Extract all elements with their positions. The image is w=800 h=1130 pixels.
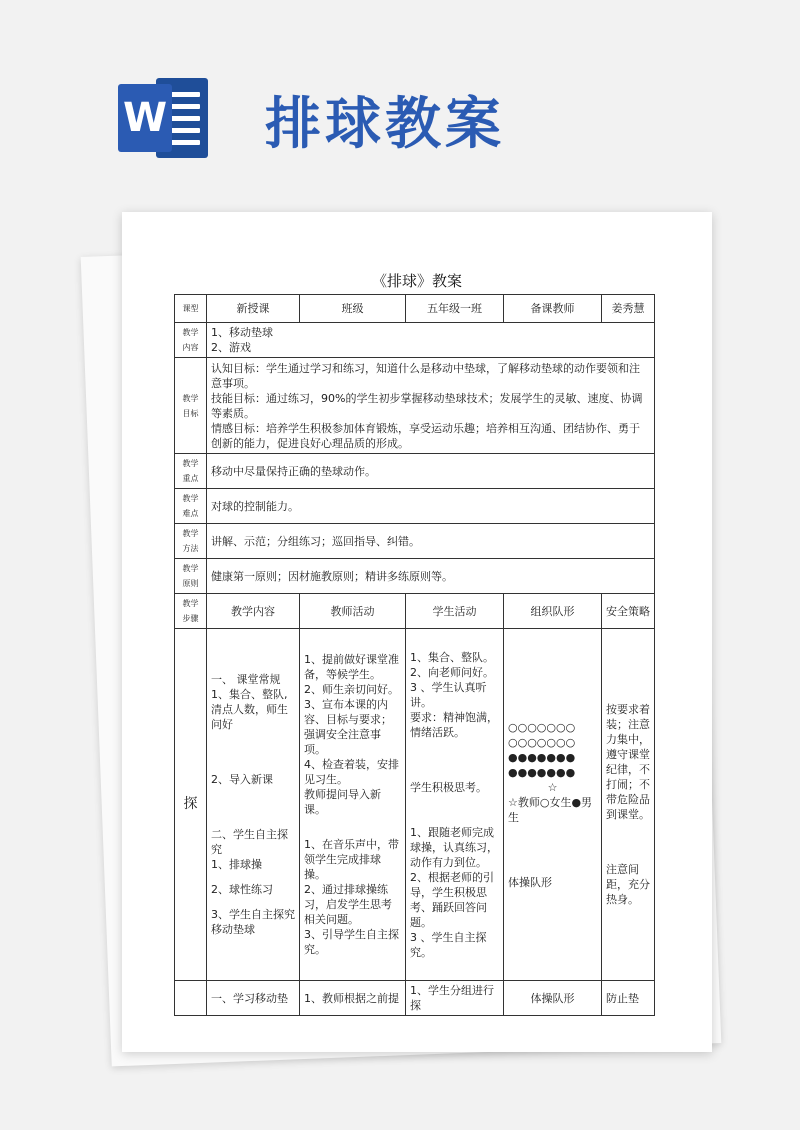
difficulty-row	[175, 489, 655, 524]
course-type-value: 新授课	[207, 295, 300, 323]
steps-body-row	[175, 629, 655, 981]
student-activity: 1、跟随老师完成球操，认真练习，动作有力到位。	[410, 825, 498, 869]
formation-row-boys: ●●●●●●●	[508, 765, 576, 779]
content-cell	[207, 323, 655, 358]
student-activity: 要求：精神饱满，情绪活跃。	[410, 710, 498, 739]
formation-row-boys: ●●●●●●●	[508, 750, 576, 764]
student-activity: 2、根据老师的引导，学生积极思考、踊跃回答问题。	[410, 870, 494, 929]
empty-stage-cell	[175, 981, 207, 1016]
label-content: 教学内容	[175, 323, 207, 358]
step-content-item: 2、导入新课	[211, 773, 273, 786]
col-header-content: 教学内容	[207, 594, 300, 629]
lesson-plan-table	[174, 294, 655, 1016]
steps-safety-cell	[602, 629, 655, 981]
student-activity: 1、集合、整队。	[410, 650, 494, 664]
teacher-activity: 2、通过排球操练习，启发学生思考相关问题。	[304, 883, 392, 926]
class-label: 班级	[300, 295, 406, 323]
label-course-type: 课型	[175, 295, 207, 323]
col-header-formation: 组织队形	[504, 594, 602, 629]
safety-note: 注意间距，充分热身。	[606, 863, 650, 906]
steps-header-row	[175, 594, 655, 629]
label-steps: 教学步骤	[175, 594, 207, 629]
step-content-item: 3、学生自主探究移动垫球	[211, 908, 295, 936]
goal-cognitive: 认知目标：学生通过学习和练习，知道什么是移动中垫球，了解移动垫球的动作要领和注意事项。	[211, 361, 640, 390]
step-content-item: 二、学生自主探究	[211, 828, 288, 856]
label-key-point: 教学重点	[175, 454, 207, 489]
last-row-teacher: 1、教师根据之前提	[300, 981, 406, 1016]
key-point-text: 移动中尽量保持正确的垫球动作。	[207, 454, 655, 489]
principle-row	[175, 559, 655, 594]
banner-title: 排球教案	[265, 92, 505, 157]
formation-legend: ☆教师○女生●男生	[508, 795, 593, 824]
step-content-item: 1、排球操	[211, 858, 262, 871]
teacher-activity: 教师提问导入新课。	[304, 788, 381, 816]
teacher-activity: 4、检查着装，安排见习生。	[304, 758, 399, 786]
method-text: 讲解、示范；分组练习；巡回指导、纠错。	[207, 524, 655, 559]
content-line: 2、游戏	[211, 341, 251, 354]
principle-text: 健康第一原则；因材施教原则；精讲多练原则等。	[207, 559, 655, 594]
steps-formation-cell	[504, 629, 602, 981]
formation-row-girls: ○○○○○○○	[508, 735, 576, 749]
steps-last-row	[175, 981, 655, 1016]
last-row-safety: 防止垫	[602, 981, 655, 1016]
content-row	[175, 323, 655, 358]
last-row-formation: 体操队形	[504, 981, 602, 1016]
label-method: 教学方法	[175, 524, 207, 559]
safety-note: 按要求着装；注意力集中，遵守课堂纪律，不打闹；不带危险品到课堂。	[606, 703, 650, 821]
header-row	[175, 295, 655, 323]
word-logo-letter: W	[118, 84, 172, 152]
steps-content-cell	[207, 629, 300, 981]
label-goals: 教学目标	[175, 358, 207, 454]
teacher-activity: 1、在音乐声中，带领学生完成排球操。	[304, 838, 399, 881]
formation-row-girls: ○○○○○○○	[508, 720, 576, 734]
class-value: 五年级一班	[406, 295, 504, 323]
teacher-label: 备课教师	[504, 295, 602, 323]
col-header-safety: 安全策略	[602, 594, 655, 629]
teacher-activity: 1、提前做好课堂准备，等候学生。	[304, 653, 399, 681]
step-content-item: 2、球性练习	[211, 883, 273, 896]
steps-student-cell	[406, 629, 504, 981]
teacher-activity: 3、宣布本课的内容、目标与要求；强调安全注意事项。	[304, 698, 392, 756]
content-line: 1、移动垫球	[211, 326, 273, 339]
document-title: 《排球》教案	[371, 272, 462, 290]
label-difficulty: 教学难点	[175, 489, 207, 524]
teacher-activity: 3、引导学生自主探究。	[304, 928, 399, 956]
last-row-content: 一、学习移动垫	[207, 981, 300, 1016]
last-row-student: 1、学生分组进行探	[406, 981, 504, 1016]
student-activity: 学生积极思考。	[410, 780, 487, 794]
label-principle: 教学原则	[175, 559, 207, 594]
goal-emotion: 情感目标：培养学生积极参加体育锻炼，享受运动乐趣；培养相互沟通、团结协作、勇于创新的能力，促进良好心理品质的形成。	[211, 421, 640, 450]
step-content-item: 一、 课堂常规	[211, 673, 281, 686]
key-point-row	[175, 454, 655, 489]
teacher-star-icon: ☆	[547, 780, 558, 794]
steps-teacher-cell	[300, 629, 406, 981]
goal-skill: 技能目标：通过练习，90%的学生初步掌握移动垫球技术；发展学生的灵敏、速度、协调等素质。	[211, 391, 643, 420]
goals-row	[175, 358, 655, 454]
method-row	[175, 524, 655, 559]
student-activity: 2、向老师问好。	[410, 665, 494, 679]
step-content-item: 1、集合、整队,清点人数，师生问好	[211, 688, 288, 731]
goals-cell	[207, 358, 655, 454]
student-activity: 3 、学生认真听讲。	[410, 680, 487, 709]
col-header-teacher: 教师活动	[300, 594, 406, 629]
col-header-student: 学生活动	[406, 594, 504, 629]
teacher-activity: 2、师生亲切问好。	[304, 683, 399, 696]
student-activity: 3 、学生自主探究。	[410, 930, 487, 959]
formation-gym: 体操队形	[508, 875, 552, 889]
teacher-value: 姜秀慧	[602, 295, 655, 323]
document-page	[122, 212, 712, 1052]
stage-label: 探	[175, 629, 207, 981]
word-app-icon	[118, 78, 208, 158]
difficulty-text: 对球的控制能力。	[207, 489, 655, 524]
